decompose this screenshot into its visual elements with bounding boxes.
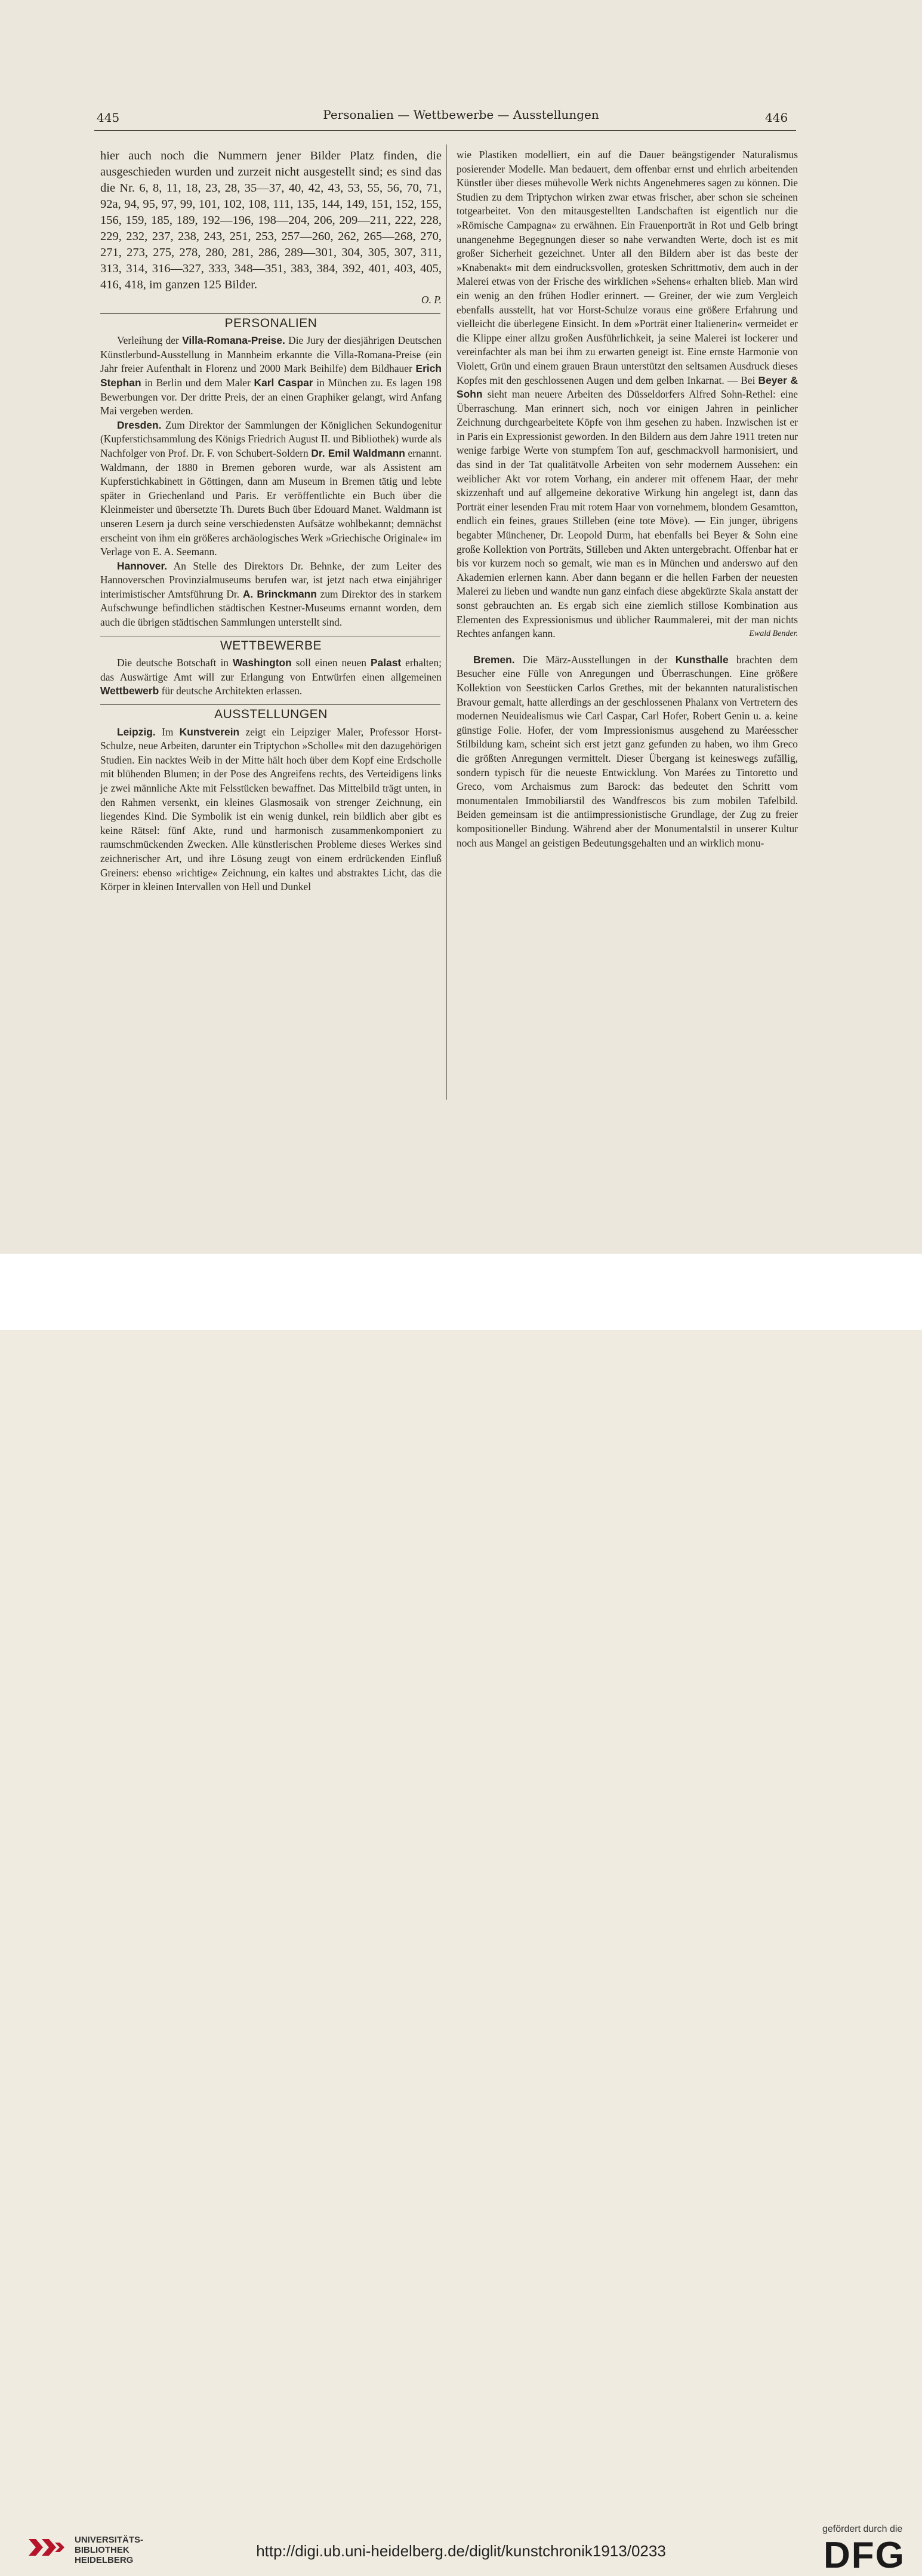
paragraph-washington: Die deutsche Botschaft in Washington soll einen neuen Palast erhalten; das Auswärtige Amt will zur Erlangung von Entwürfen einen allgemeinen Wettbewerb für deutsche Architekten erlassen. <box>100 657 442 697</box>
paragraph-villa-romana: Verleihung der Villa-Romana-Preise. Die Jury der diesjährigen Deutschen Künstlerbund-Ausstellung in Mannheim erkannte die Villa-Romana-Preise (ein Jahr freier Aufenthalt in Florenz und 2000 Mark Beihilfe) dem Bildhauer Erich Stephan in Berlin und dem Maler Karl Caspar in München zu. Es lagen 198 Bewerbungen vor. Der dritte Preis, der an einen Graphiker gelangt, wird Anfang Mai vergeben werden. <box>100 334 442 417</box>
running-title: Personalien — Wettbewerbe — Ausstellungen <box>323 107 599 122</box>
library-name: UNIVERSITÄTS- BIBLIOTHEK HEIDELBERG <box>75 2535 144 2565</box>
paragraph-leipzig: Leipzig. Im Kunstverein zeigt ein Leipziger Maler, Professor Horst-Schulze, neue Arbeiten, darunter ein Triptychon »Scholle« mit den dazugehörigen Studien. Ein nacktes Weib in der Mitte hält hoch über dem Kopf eine Erdscholle mit blühenden Blumen; in der Pose des Angreifens rechts, des Verteidigens links je zwei männliche Akte mit Felsstücken bewaffnet. Das Mittelbild trägt unten, in den Rahmen versenkt, ein kleines Glasmosaik von strenger Zeichnung, ein liegendes Kind. Die Symbolik ist ein wenig dunkel, rein bildlich aber gibt es keine Rätsel: fünf Akte, rund und harmonisch zusammenkomponiert zu raumschmückenden Zwecken. Alle künstlerischen Probleme dieses Werkes sind zeichnerischer Art, und ihre Lösung zeugt von einem erdrückenden Einfluß Greiners: ebenso »richtige« Zeichnung, ein kaltes und abstraktes Licht, das die Körper in kleinen Intervallen von Hell und Dunkel <box>100 725 442 893</box>
intro-signature: O. P. <box>421 294 442 306</box>
paragraph-leipzig-continued: wie Plastiken modelliert, ein auf die Dauer beängstigender Naturalismus posierender Modelle. Man bedauert, dem offenbar ernst und ehrlich arbeitenden Künstler über dieses mühevolle Werk nichts Angenehmeres sagen zu können. Die Studien zu dem Triptychon wirken zwar etwas frischer, aber schon sie scheinen totgearbeitet. Von den mitausgestellten Landschaften ist eigentlich nur die »Römische Campagna« zu erwähnen. Ein Frauenporträt in Rot und Gelb bringt unangenehme Begegnungen dieser so nahe verwandten Werte, doch ist es mit großer Sicherheit gezeichnet. Unter all den Bildern aber ist das beste der »Knabenakt« mit dem eindrucksvollen, grotesken Schrittmotiv, dem auch in der Malerei etwas von der Frische des wirklichen »Sehens« erhalten blieb. Man wird ein wenig an den frühen Hodler erinnert. — Greiner, der wie zum Vergleich ebenfalls ausstellt, hat vor Horst-Schulze voraus eine größere Erfahrung und vielleicht die überlegene Einsicht. In dem »Porträt einer Italienerin« vermeidet er die Klippe einer allzu großen Ausführlichkeit, ja seine Malerei ist lockerer und vereinfachter als man bei ihm zu erwarten geneigt ist. Eine ernste Harmonie von Violett, Grün und einem grauen Braun unterstützt den seltsamen Ausdruck dieses Kopfes mit den geschlossenen Augen und dem gelben Inkarnat. — Bei Beyer & Sohn sieht man neuere Arbeiten des Düsseldorfers Alfred Sohn-Rethel: eine Überraschung. Man erinnert sich, noch vor einigen Jahren in peinlicher Zeichnung durchgearbeitete Köpfe von ihm gesehen zu haben. Inzwischen ist er in Paris ein Expressionist geworden. In den Bildern aus dem Jahre 1911 treten nur wenige farbige Werte von stumpfem Ton auf, geschmackvoll harmonisiert, und das sind in der Tat qualitätvolle Arbeiten von sehr modernem Aussehen: ein weiblicher Akt vor rotem Vorhang, ein anderer mit offenem Haar, der mehr skizzenhaft und auf allgemeine dekorative Wirkung hin angelegt ist, dann das Porträt einer lesenden Frau mit rotem Haar von vornehmem, blondem Gesamtton, endlich ein feines, graues Stilleben (eine tote Möve). — Ein junger, übrigens begabter Münchener, Dr. Leopold Durm, hat ebenfalls bei Beyer & Sohn eine große Kollektion von Porträts, Stilleben und Akten untergebracht. Offenbar hat er bis vor kurzem noch so gemalt, wie man es in München und anderswo auf den Akademien erlernen kann. Aber dann begann er die hellen Farben der neuesten Malerei zu lieben und wandte nun ganz einfach diese abgekürzte Skala anstatt der sonst gebrauchten an. Es ergab sich eine ziemlich stillose Kombination aus Elementen des Expressionismus und üblicher Raummalerei, mit der man nichts Rechtes anfangen kann. Ewald Bender. <box>457 148 798 641</box>
heading-wettbewerbe: WETTBEWERBE <box>220 638 322 653</box>
funding-caption: gefördert durch die <box>822 2524 903 2534</box>
heading-personalien: PERSONALIEN <box>224 316 317 330</box>
scanned-page <box>0 0 922 1254</box>
column-divider <box>446 144 447 1100</box>
page-number-right: 446 <box>765 110 788 125</box>
paragraph-gap <box>457 641 798 653</box>
header-rule <box>94 130 796 131</box>
source-url-link[interactable]: http://digi.ub.uni-heidelberg.de/diglit/kunstchronik1913/0233 <box>256 2542 666 2560</box>
section-rule <box>100 704 440 705</box>
paragraph-dresden: Dresden. Zum Direktor der Sammlungen der Königlichen Sekundogenitur (Kupferstichsammlung des Königs Friedrich August II. und Bibliothek) wurde als Nachfolger von Prof. Dr. F. von Schubert-Soldern Dr. Emil Waldmann ernannt. Waldmann, der 1880 in Bremen geboren wurde, war als Assistent am Kupferstichkabinett in Göttingen, dann am Museum in Bremen tätig und lebte später in Griechenland und Paris. Er veröffentlichte ein Buch über die Kleinmeister und übersetzte Th. Durets Buch über Edouard Manet. Waldmann ist unseren Lesern ja durch seine verschiedensten Aufsätze wohlbekannt; demnächst erscheint von ihm ein größeres archäologisches Werk »Griechische Originale« im Verlage von E. A. Seemann. <box>100 418 442 558</box>
left-column <box>100 148 442 894</box>
paragraph-bremen: Bremen. Die März-Ausstellungen in der Kunsthalle brachten dem Besucher eine Fülle von Anregungen und Überraschungen. Eine größere Kollektion von Seestücken Carlos Grethes, mit der bekannten naturalistischen Bravour gemalt, hatte allerdings an der geschlossenen Phalanx von Vertretern des modernen Neuidealismus wie Carl Caspar, Carl Hofer, Robert Genin u. a. keine günstige Folie. Hofer, der vom Impressionismus ausgehend zu Maréesscher Stilbildung kam, scheint sich erst jetzt ganz gefunden zu haben, wo ihm Greco die größten Anregungen vermittelt. Dieser Übergang ist keineswegs zufällig, sondern typisch für die neueste Entwicklung. Von Marées zu Tintoretto und Greco, vom Archaismus zum Barock: das bedeutet den Schritt vom monumentalen Immobiliarstil des Wandfrescos bis zum mobilen Tafelbild. Beiden gemeinsam ist die antiimpressionistische Grundlage, der Zug zu freier kompositioneller Bindung. Während aber der Monumentalstil in unserer Kultur noch aus Mangel an geistigen Bedeutungsgehalten und an wirklich monu- <box>457 653 798 849</box>
dfg-logo: DFG <box>824 2535 905 2576</box>
intro-paragraph: hier auch noch die Nummern jener Bilder Platz finden, die ausgeschieden wurden und zurzeit nicht ausgestellt sind; es sind das die Nr. 6, 8, 11, 18, 23, 28, 35—37, 40, 42, 43, 53, 55, 56, 70, 71, 92a, 94, 95, 97, 99, 101, 102, 108, 111, 135, 144, 149, 151, 152, 155, 156, 159, 185, 189, 192—196, 198—204, 206, 209—211, 222, 228, 229, 232, 237, 238, 243, 251, 253, 257—260, 262, 265—268, 270, 271, 273, 275, 278, 280, 281, 286, 289—301, 304, 305, 307, 311, 313, 314, 316—327, 333, 348—351, 383, 384, 392, 401, 403, 405, 416, 418, im ganzen 125 Bilder. <box>100 149 442 291</box>
paragraph-hannover: Hannover. An Stelle des Direktors Dr. Behnke, der zum Leiter des Hannoverschen Provinzialmuseums berufen war, ist jetzt nach etwa einjähriger interimistischer Amtsführung Dr. A. Brinckmann zum Direktor des in starkem Aufschwunge befindlichen städtischen Kestner-Museums ernannt worden, dem auch die übrigen städtischen Sammlungen unterstellt sind. <box>100 559 442 629</box>
footer-bar <box>0 1254 922 2576</box>
right-column <box>457 148 798 850</box>
heading-ausstellungen: AUSSTELLUNGEN <box>214 707 328 722</box>
page-number-left: 445 <box>97 110 120 125</box>
signature-ewald-bender: Ewald Bender. <box>749 629 798 639</box>
section-rule <box>100 313 440 314</box>
